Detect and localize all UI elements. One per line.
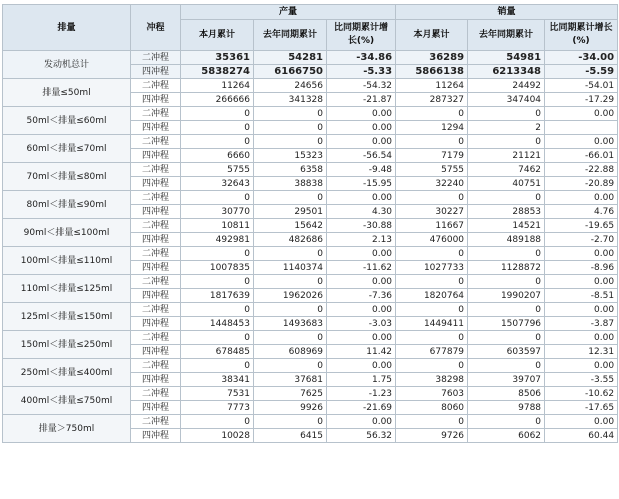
table-row <box>3 107 618 121</box>
sales-last-year-cell: 28853 <box>468 205 545 219</box>
production-last-year-cell: 0 <box>254 275 327 289</box>
stroke-type: 二冲程 <box>131 359 181 373</box>
table-row <box>3 51 618 65</box>
sales-current-cell: 30227 <box>396 205 468 219</box>
production-growth-cell: 2.13 <box>327 233 396 247</box>
stroke-type: 二冲程 <box>131 331 181 345</box>
production-growth-cell: 4.30 <box>327 205 396 219</box>
category-label: 80ml＜排量≤90ml <box>3 191 131 219</box>
table-row <box>3 191 618 205</box>
production-last-year-cell: 38838 <box>254 177 327 191</box>
production-growth-cell: -11.62 <box>327 261 396 275</box>
production-current-cell: 7531 <box>181 387 254 401</box>
sales-current-cell: 287327 <box>396 93 468 107</box>
stroke-type: 四冲程 <box>131 233 181 247</box>
production-current-cell: 38341 <box>181 373 254 387</box>
stroke-type: 四冲程 <box>131 429 181 443</box>
production-growth-cell: 0.00 <box>327 191 396 205</box>
sales-growth-cell: 60.44 <box>545 429 618 443</box>
sales-growth-cell: 0.00 <box>545 415 618 429</box>
production-current-cell: 0 <box>181 275 254 289</box>
sales-current-cell: 0 <box>396 359 468 373</box>
production-last-year-cell: 0 <box>254 107 327 121</box>
production-growth-cell: -1.23 <box>327 387 396 401</box>
header-production: 产量 <box>181 5 396 20</box>
production-growth-cell: -15.95 <box>327 177 396 191</box>
sales-growth-cell: -19.65 <box>545 219 618 233</box>
sales-current-cell: 1449411 <box>396 317 468 331</box>
sales-growth-cell: 0.00 <box>545 359 618 373</box>
production-growth-cell: 0.00 <box>327 303 396 317</box>
production-growth-cell: 0.00 <box>327 331 396 345</box>
sales-current-cell: 0 <box>396 135 468 149</box>
production-last-year-cell: 1493683 <box>254 317 327 331</box>
stroke-type: 四冲程 <box>131 261 181 275</box>
stroke-type: 二冲程 <box>131 415 181 429</box>
sales-last-year-cell: 347404 <box>468 93 545 107</box>
production-current-cell: 0 <box>181 415 254 429</box>
table-row <box>3 163 618 177</box>
sales-growth-cell: -8.51 <box>545 289 618 303</box>
production-growth-cell: 0.00 <box>327 415 396 429</box>
category-label: 400ml＜排量≤750ml <box>3 387 131 415</box>
category-label: 110ml＜排量≤125ml <box>3 275 131 303</box>
sales-current-cell: 1820764 <box>396 289 468 303</box>
header-category: 排量 <box>3 5 131 51</box>
engine-stats-table <box>2 4 618 443</box>
production-current-cell: 11264 <box>181 79 254 93</box>
production-last-year-cell: 0 <box>254 121 327 135</box>
sales-last-year-cell: 489188 <box>468 233 545 247</box>
production-current-cell: 0 <box>181 191 254 205</box>
sales-current-cell: 0 <box>396 331 468 345</box>
production-current-cell: 5755 <box>181 163 254 177</box>
category-label: 150ml＜排量≤250ml <box>3 331 131 359</box>
production-current-cell: 10811 <box>181 219 254 233</box>
sales-growth-cell: 0.00 <box>545 191 618 205</box>
table-row <box>3 219 618 233</box>
sales-last-year-cell: 14521 <box>468 219 545 233</box>
sales-growth-cell: -17.29 <box>545 93 618 107</box>
sales-growth-cell: -17.65 <box>545 401 618 415</box>
sales-growth-cell: -10.62 <box>545 387 618 401</box>
production-growth-cell: 11.42 <box>327 345 396 359</box>
category-label: 50ml＜排量≤60ml <box>3 107 131 135</box>
production-growth-cell: 56.32 <box>327 429 396 443</box>
stroke-type: 二冲程 <box>131 275 181 289</box>
production-current-cell: 0 <box>181 359 254 373</box>
production-growth-cell: 1.75 <box>327 373 396 387</box>
header-production-last-year: 去年同期累计 <box>254 20 327 51</box>
sales-growth-cell: 0.00 <box>545 331 618 345</box>
table-row <box>3 303 618 317</box>
stroke-type: 四冲程 <box>131 205 181 219</box>
table-row <box>3 135 618 149</box>
header-sales-last-year: 去年同期累计 <box>468 20 545 51</box>
production-growth-cell: 0.00 <box>327 135 396 149</box>
stroke-type: 四冲程 <box>131 401 181 415</box>
sales-growth-cell: 0.00 <box>545 135 618 149</box>
sales-current-cell: 11667 <box>396 219 468 233</box>
category-label: 排量≤50ml <box>3 79 131 107</box>
sales-last-year-cell: 24492 <box>468 79 545 93</box>
sales-growth-cell: -22.88 <box>545 163 618 177</box>
sales-last-year-cell: 2 <box>468 121 545 135</box>
sales-current-cell: 7603 <box>396 387 468 401</box>
production-last-year-cell: 341328 <box>254 93 327 107</box>
stroke-type: 四冲程 <box>131 289 181 303</box>
stroke-type: 二冲程 <box>131 79 181 93</box>
stroke-type: 二冲程 <box>131 303 181 317</box>
sales-growth-cell: -5.59 <box>545 65 618 79</box>
sales-current-cell: 0 <box>396 303 468 317</box>
sales-current-cell: 0 <box>396 415 468 429</box>
production-last-year-cell: 9926 <box>254 401 327 415</box>
sales-last-year-cell: 0 <box>468 135 545 149</box>
sales-current-cell: 7179 <box>396 149 468 163</box>
header-stroke: 冲程 <box>131 5 181 51</box>
category-label: 90ml＜排量≤100ml <box>3 219 131 247</box>
production-growth-cell: -21.69 <box>327 401 396 415</box>
sales-last-year-cell: 6062 <box>468 429 545 443</box>
production-last-year-cell: 6166750 <box>254 65 327 79</box>
sales-growth-cell: 12.31 <box>545 345 618 359</box>
production-growth-cell: -9.48 <box>327 163 396 177</box>
sales-growth-cell: -8.96 <box>545 261 618 275</box>
production-growth-cell: 0.00 <box>327 121 396 135</box>
sales-last-year-cell: 1990207 <box>468 289 545 303</box>
category-label: 70ml＜排量≤80ml <box>3 163 131 191</box>
stroke-type: 四冲程 <box>131 317 181 331</box>
sales-current-cell: 9726 <box>396 429 468 443</box>
stroke-type: 四冲程 <box>131 177 181 191</box>
production-current-cell: 10028 <box>181 429 254 443</box>
production-last-year-cell: 37681 <box>254 373 327 387</box>
stroke-type: 二冲程 <box>131 191 181 205</box>
production-current-cell: 0 <box>181 303 254 317</box>
category-label: 发动机总计 <box>3 51 131 79</box>
production-growth-cell: -34.86 <box>327 51 396 65</box>
sales-current-cell: 0 <box>396 275 468 289</box>
production-last-year-cell: 15323 <box>254 149 327 163</box>
table-row <box>3 247 618 261</box>
sales-last-year-cell: 8506 <box>468 387 545 401</box>
production-current-cell: 678485 <box>181 345 254 359</box>
sales-last-year-cell: 54981 <box>468 51 545 65</box>
stroke-type: 四冲程 <box>131 121 181 135</box>
sales-current-cell: 36289 <box>396 51 468 65</box>
sales-growth-cell: 0.00 <box>545 303 618 317</box>
sales-current-cell: 38298 <box>396 373 468 387</box>
production-current-cell: 32643 <box>181 177 254 191</box>
production-last-year-cell: 0 <box>254 331 327 345</box>
sales-last-year-cell: 9788 <box>468 401 545 415</box>
production-current-cell: 0 <box>181 107 254 121</box>
category-label: 60ml＜排量≤70ml <box>3 135 131 163</box>
sales-growth-cell: -3.87 <box>545 317 618 331</box>
sales-current-cell: 677879 <box>396 345 468 359</box>
sales-growth-cell: 0.00 <box>545 107 618 121</box>
stroke-type: 二冲程 <box>131 135 181 149</box>
stroke-type: 四冲程 <box>131 65 181 79</box>
table-row <box>3 275 618 289</box>
sales-growth-cell: -66.01 <box>545 149 618 163</box>
table-row <box>3 415 618 429</box>
sales-last-year-cell: 0 <box>468 247 545 261</box>
sales-current-cell: 11264 <box>396 79 468 93</box>
production-growth-cell: -56.54 <box>327 149 396 163</box>
stroke-type: 二冲程 <box>131 51 181 65</box>
sales-last-year-cell: 6213348 <box>468 65 545 79</box>
sales-current-cell: 5755 <box>396 163 468 177</box>
header-sales: 销量 <box>396 5 618 20</box>
production-current-cell: 0 <box>181 331 254 345</box>
production-growth-cell: -3.03 <box>327 317 396 331</box>
sales-current-cell: 476000 <box>396 233 468 247</box>
sales-current-cell: 1294 <box>396 121 468 135</box>
production-last-year-cell: 0 <box>254 359 327 373</box>
header-sales-growth: 比同期累计增长(%) <box>545 20 618 51</box>
production-current-cell: 35361 <box>181 51 254 65</box>
production-current-cell: 5838274 <box>181 65 254 79</box>
production-growth-cell: -54.32 <box>327 79 396 93</box>
production-last-year-cell: 15642 <box>254 219 327 233</box>
production-growth-cell: -30.88 <box>327 219 396 233</box>
sales-current-cell: 0 <box>396 191 468 205</box>
production-growth-cell: 0.00 <box>327 107 396 121</box>
sales-growth-cell: 0.00 <box>545 275 618 289</box>
production-last-year-cell: 54281 <box>254 51 327 65</box>
sales-last-year-cell: 603597 <box>468 345 545 359</box>
sales-last-year-cell: 0 <box>468 331 545 345</box>
category-label: 250ml＜排量≤400ml <box>3 359 131 387</box>
sales-growth-cell <box>545 121 618 135</box>
production-current-cell: 7773 <box>181 401 254 415</box>
category-label: 125ml＜排量≤150ml <box>3 303 131 331</box>
stroke-type: 二冲程 <box>131 219 181 233</box>
production-last-year-cell: 608969 <box>254 345 327 359</box>
production-last-year-cell: 0 <box>254 135 327 149</box>
sales-last-year-cell: 21121 <box>468 149 545 163</box>
sales-current-cell: 1027733 <box>396 261 468 275</box>
production-current-cell: 0 <box>181 247 254 261</box>
sales-last-year-cell: 0 <box>468 275 545 289</box>
sales-growth-cell: -2.70 <box>545 233 618 247</box>
header-production-growth: 比同期累计增长(%) <box>327 20 396 51</box>
header-sales-current: 本月累计 <box>396 20 468 51</box>
production-last-year-cell: 1962026 <box>254 289 327 303</box>
sales-growth-cell: -3.55 <box>545 373 618 387</box>
sales-current-cell: 5866138 <box>396 65 468 79</box>
header-production-current: 本月累计 <box>181 20 254 51</box>
production-last-year-cell: 7625 <box>254 387 327 401</box>
sales-last-year-cell: 7462 <box>468 163 545 177</box>
sales-last-year-cell: 0 <box>468 107 545 121</box>
production-growth-cell: 0.00 <box>327 275 396 289</box>
production-last-year-cell: 6358 <box>254 163 327 177</box>
production-last-year-cell: 0 <box>254 247 327 261</box>
production-current-cell: 30770 <box>181 205 254 219</box>
production-last-year-cell: 0 <box>254 191 327 205</box>
category-label: 100ml＜排量≤110ml <box>3 247 131 275</box>
production-last-year-cell: 6415 <box>254 429 327 443</box>
sales-current-cell: 32240 <box>396 177 468 191</box>
production-last-year-cell: 1140374 <box>254 261 327 275</box>
stroke-type: 二冲程 <box>131 387 181 401</box>
production-current-cell: 266666 <box>181 93 254 107</box>
table-row <box>3 79 618 93</box>
sales-last-year-cell: 1507796 <box>468 317 545 331</box>
production-current-cell: 6660 <box>181 149 254 163</box>
sales-last-year-cell: 0 <box>468 191 545 205</box>
production-current-cell: 0 <box>181 135 254 149</box>
sales-current-cell: 0 <box>396 107 468 121</box>
sales-current-cell: 8060 <box>396 401 468 415</box>
sales-growth-cell: 4.76 <box>545 205 618 219</box>
sales-last-year-cell: 0 <box>468 415 545 429</box>
table-row <box>3 387 618 401</box>
stroke-type: 四冲程 <box>131 373 181 387</box>
stroke-type: 四冲程 <box>131 149 181 163</box>
production-current-cell: 1007835 <box>181 261 254 275</box>
production-growth-cell: 0.00 <box>327 247 396 261</box>
table-body <box>3 51 618 443</box>
sales-growth-cell: -54.01 <box>545 79 618 93</box>
sales-last-year-cell: 39707 <box>468 373 545 387</box>
sales-last-year-cell: 40751 <box>468 177 545 191</box>
sales-growth-cell: 0.00 <box>545 247 618 261</box>
production-last-year-cell: 482686 <box>254 233 327 247</box>
category-label: 排量＞750ml <box>3 415 131 443</box>
production-growth-cell: -21.87 <box>327 93 396 107</box>
production-current-cell: 1448453 <box>181 317 254 331</box>
production-current-cell: 492981 <box>181 233 254 247</box>
production-growth-cell: 0.00 <box>327 359 396 373</box>
production-growth-cell: -7.36 <box>327 289 396 303</box>
production-current-cell: 1817639 <box>181 289 254 303</box>
table-row <box>3 331 618 345</box>
production-last-year-cell: 0 <box>254 303 327 317</box>
production-last-year-cell: 0 <box>254 415 327 429</box>
sales-last-year-cell: 0 <box>468 303 545 317</box>
stroke-type: 四冲程 <box>131 345 181 359</box>
production-growth-cell: -5.33 <box>327 65 396 79</box>
production-current-cell: 0 <box>181 121 254 135</box>
sales-last-year-cell: 1128872 <box>468 261 545 275</box>
table-row <box>3 359 618 373</box>
production-last-year-cell: 29501 <box>254 205 327 219</box>
stroke-type: 二冲程 <box>131 107 181 121</box>
sales-growth-cell: -34.00 <box>545 51 618 65</box>
stroke-type: 二冲程 <box>131 247 181 261</box>
sales-growth-cell: -20.89 <box>545 177 618 191</box>
stroke-type: 四冲程 <box>131 93 181 107</box>
production-last-year-cell: 24656 <box>254 79 327 93</box>
sales-last-year-cell: 0 <box>468 359 545 373</box>
stroke-type: 二冲程 <box>131 163 181 177</box>
sales-current-cell: 0 <box>396 247 468 261</box>
